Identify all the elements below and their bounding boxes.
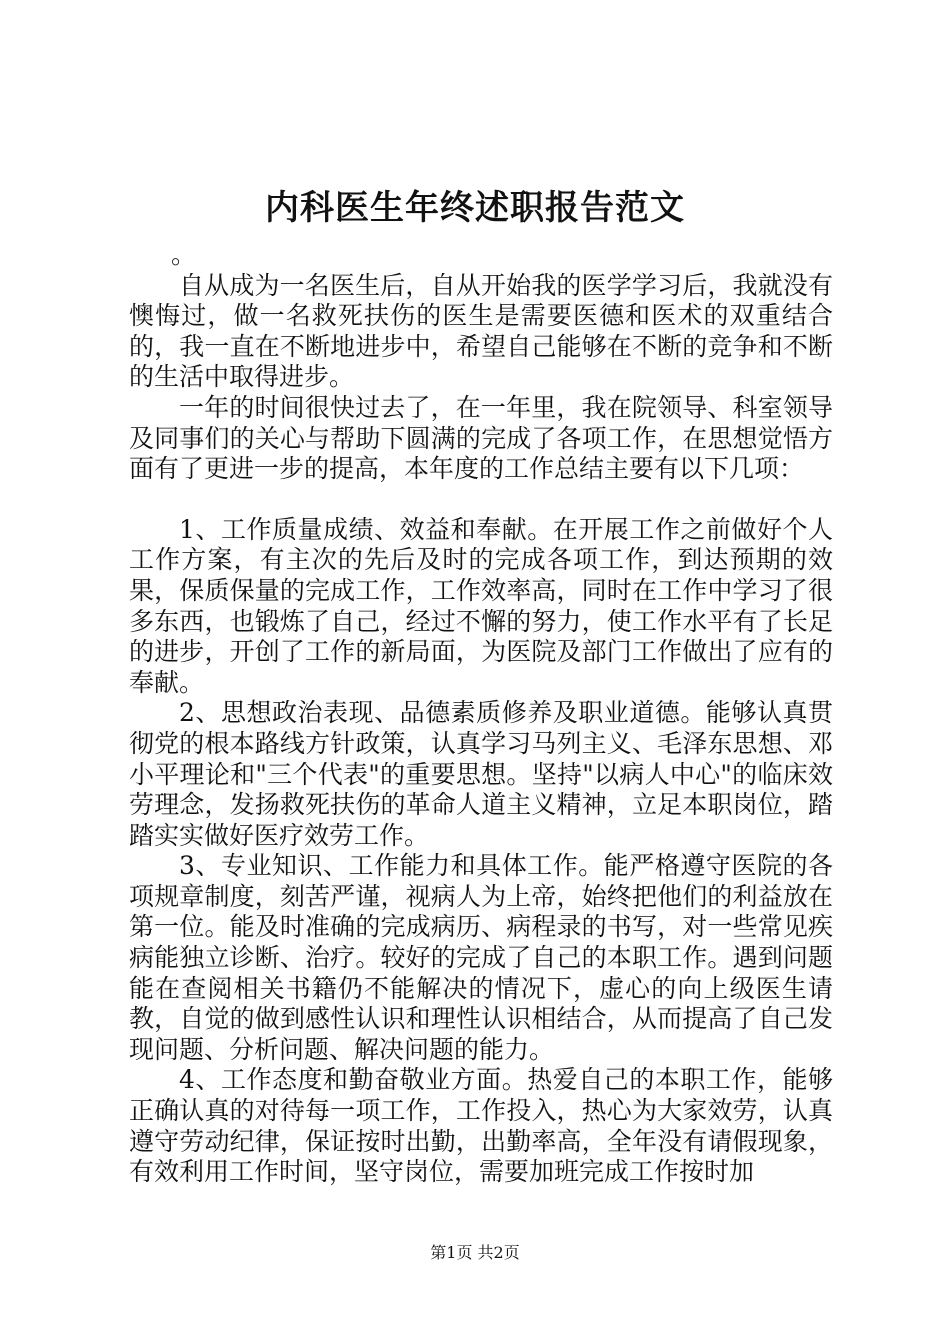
paragraph-intro: 自从成为一名医生后，自从开始我的医学学习后，我就没有懊悔过，做一名救死扶伤的医生是需要医德和医术的双重结合的，我一直在不断地进步中，希望自己能够在不断的竞争和不断的生活中取得进步。 — [129, 270, 833, 392]
paragraph-summary: 一年的时间很快过去了，在一年里，我在院领导、科室领导及同事们的关心与帮助下圆满的完成了各项工作，在思想觉悟方面有了更进一步的提高，本年度的工作总结主要有以下几项： — [129, 392, 833, 484]
document-title: 内科医生年终述职报告范文 — [265, 188, 685, 228]
paragraph-item-3: 3、专业知识、工作能力和具体工作。能严格遵守医院的各项规章制度，刻苦严谨，视病人为上帝，始终把他们的利益放在第一位。能及时准确的完成病历、病程录的书写，对一些常见疾病能独立诊断、治疗。较好的完成了自己的本职工作。遇到问题能在查阅相关书籍仍不能解决的情况下，虚心的向上级医生请教，自觉的做到感性认识和理性认识相结合，从而提高了自己发现问题、分析问题、解决问题的能力。 — [129, 851, 833, 1064]
page-footer: 第1页 共2页 — [430, 1243, 520, 1262]
document-body — [129, 240, 833, 1188]
paragraph-item-2: 2、思想政治表现、品德素质修养及职业道德。能够认真贯彻党的根本路线方针政策，认真学习马列主义、毛泽东思想、邓小平理论和"三个代表"的重要思想。坚持"以病人中心"的临床效劳理念，发扬救死扶伤的革命人道主义精神，立足本职岗位，踏踏实实做好医疗效劳工作。 — [129, 698, 833, 850]
paragraph-item-1: 1、工作质量成绩、效益和奉献。在开展工作之前做好个人工作方案，有主次的先后及时的完成各项工作，到达预期的效果，保质保量的完成工作，工作效率高，同时在工作中学习了很多东西，也锻炼了自己，经过不懈的努力，使工作水平有了长足的进步，开创了工作的新局面，为医院及部门工作做出了应有的奉献。 — [129, 514, 833, 697]
paragraph-item-4: 4、工作态度和勤奋敬业方面。热爱自己的本职工作，能够正确认真的对待每一项工作，工作投入，热心为大家效劳，认真遵守劳动纪律，保证按时出勤，出勤率高，全年没有请假现象，有效利用工作时间，坚守岗位，需要加班完成工作按时加 — [129, 1065, 833, 1187]
paragraph-gap — [129, 485, 833, 515]
leading-mark: 。 — [171, 240, 197, 269]
